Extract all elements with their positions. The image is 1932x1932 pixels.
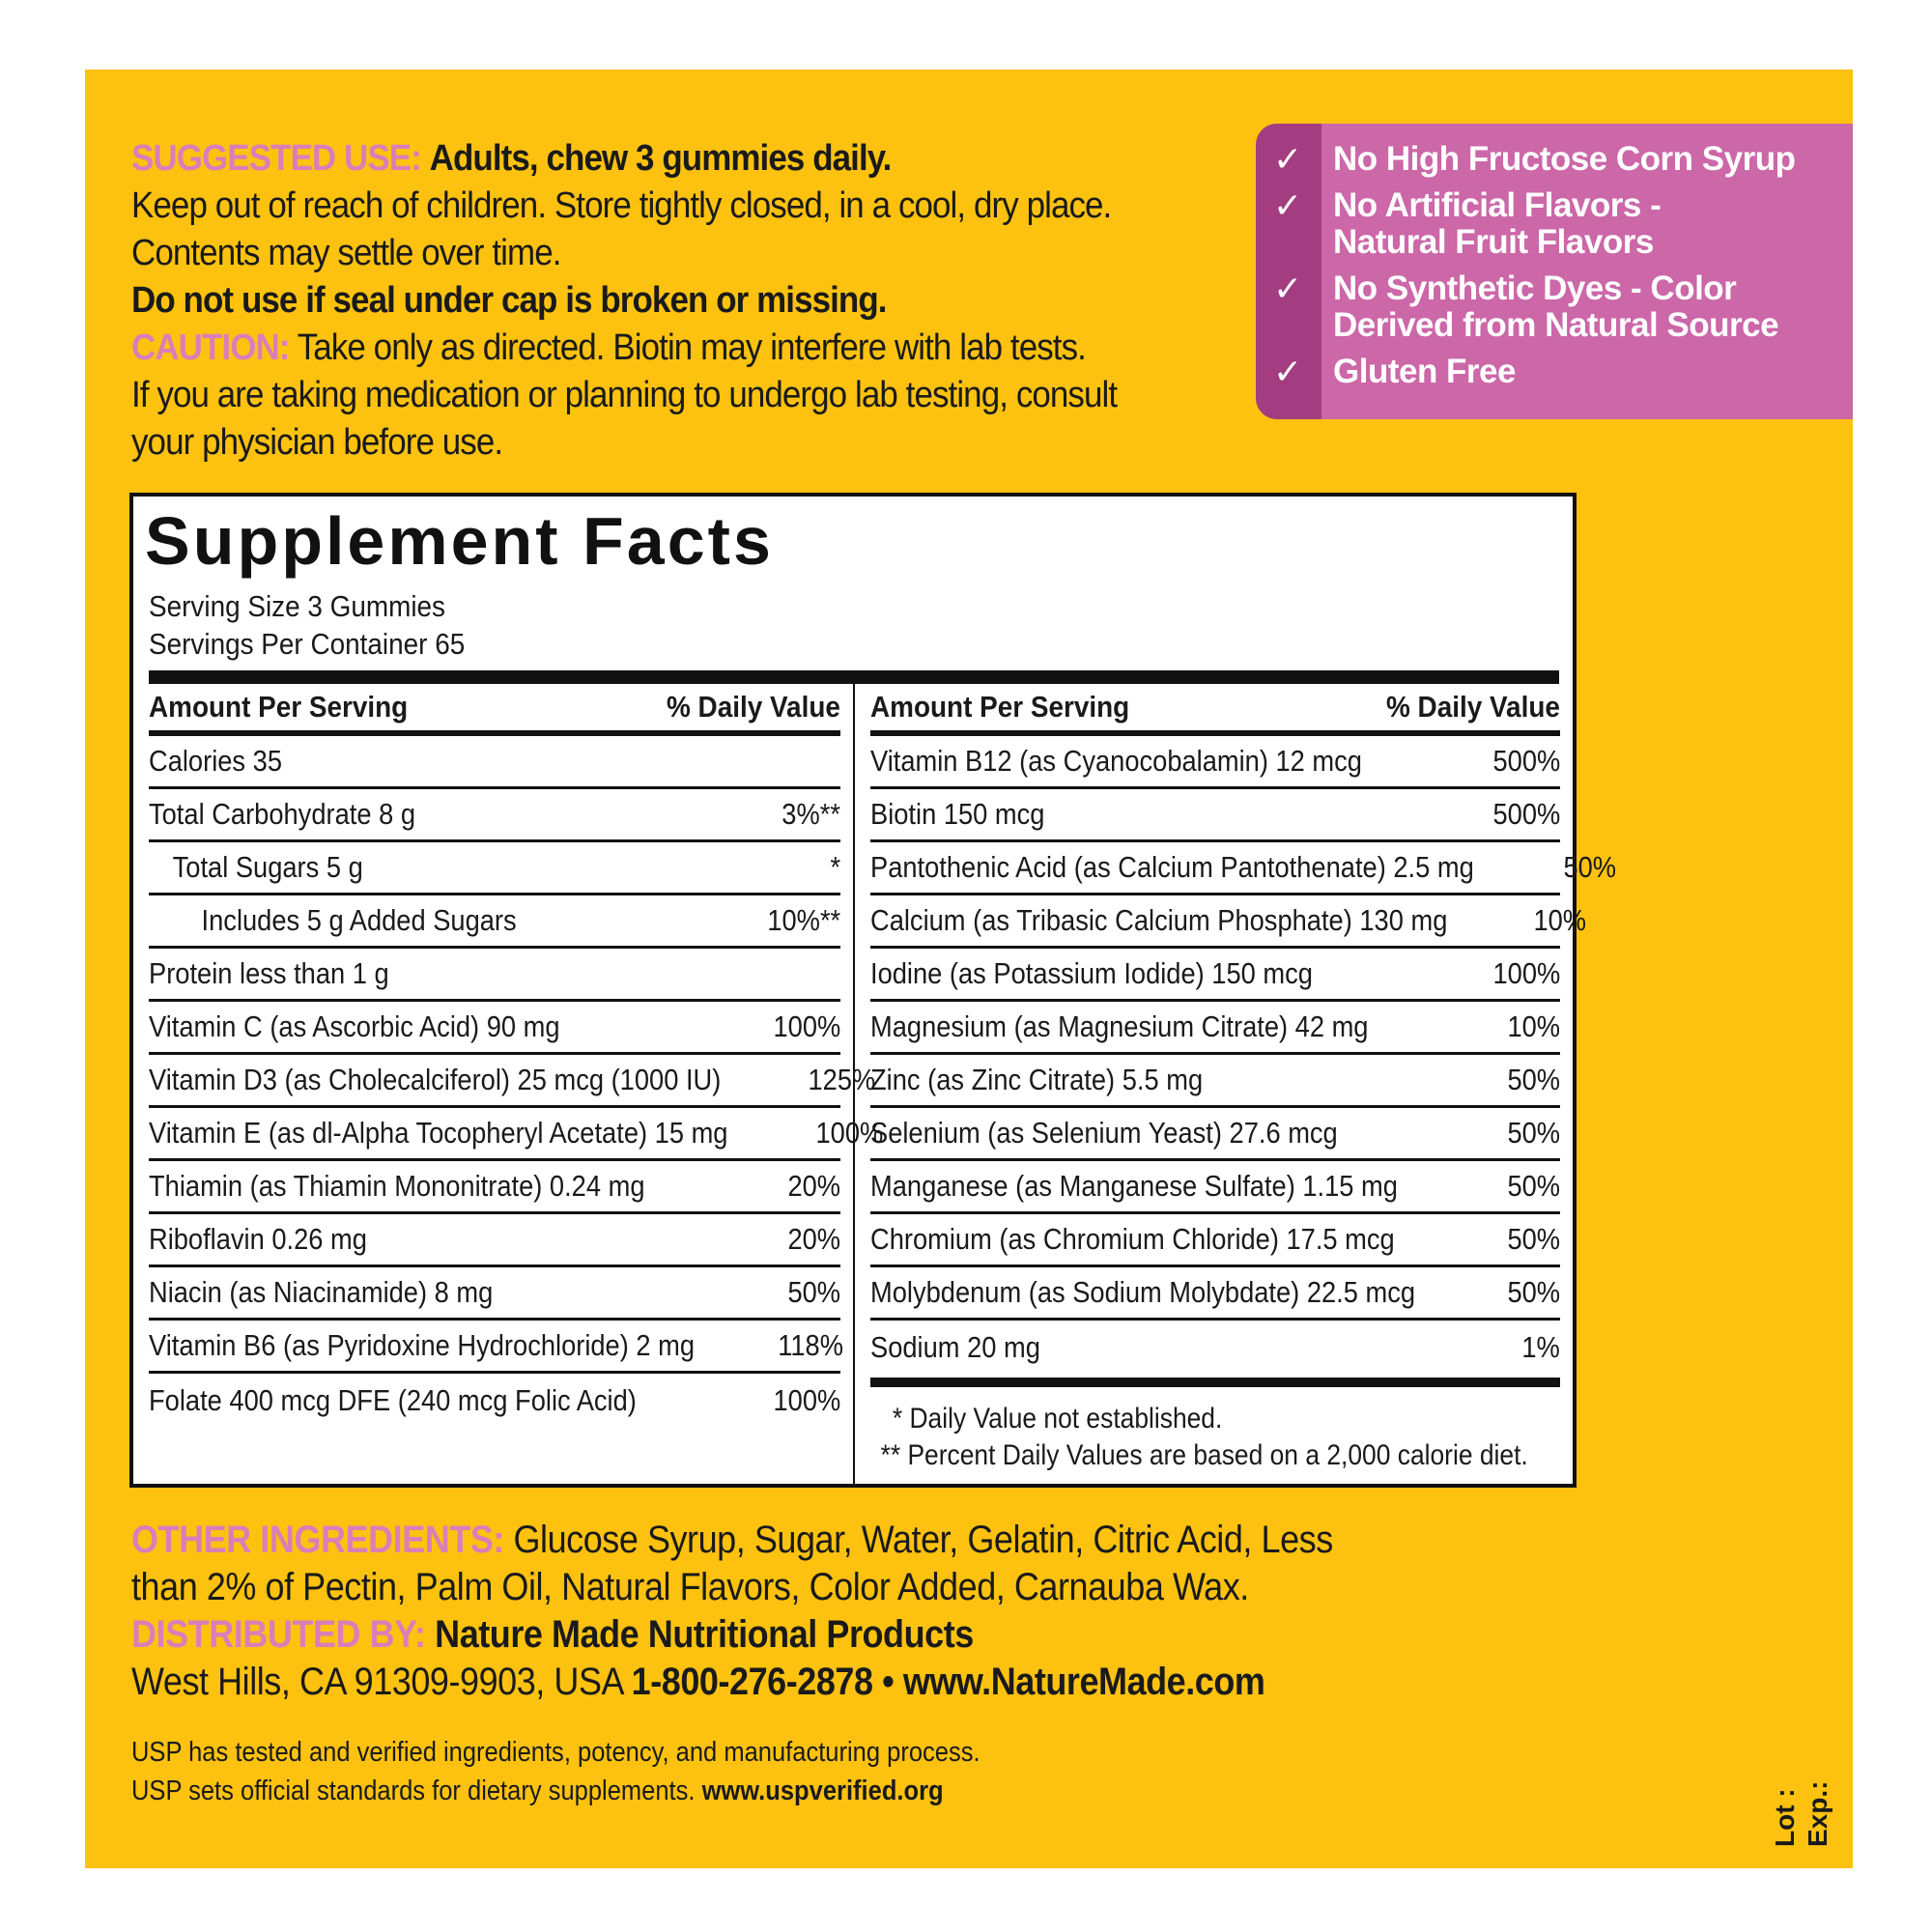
nutrient-name: Total Sugars 5 g: [172, 850, 363, 884]
nutrient-name: Zinc (as Zinc Citrate) 5.5 mg: [870, 1063, 1204, 1096]
nutrient-name: Magnesium (as Magnesium Citrate) 42 mg: [870, 1009, 1369, 1043]
table-row: [870, 789, 1560, 842]
table-row: [870, 1267, 1560, 1321]
daily-value: 20%: [787, 1222, 840, 1256]
serving-info: [149, 587, 465, 663]
facts-right-column: [870, 684, 1617, 1474]
usp-url: www.uspverified.org: [701, 1776, 944, 1806]
table-row: [149, 1108, 884, 1161]
table-row: [870, 895, 1586, 949]
badge-item-label: No Artificial Flavors -: [1333, 186, 1662, 224]
usage-section: [131, 135, 1198, 467]
header-amount: Amount Per Serving: [870, 690, 1130, 724]
exp-label: Exp.:: [1803, 1780, 1833, 1847]
table-row: [149, 1161, 840, 1214]
nutrient-name: Includes 5 g Added Sugars: [201, 903, 517, 937]
daily-value: 50%: [1507, 1169, 1560, 1203]
nutrient-name: Selenium (as Selenium Yeast) 27.6 mcg: [870, 1116, 1338, 1150]
footnotes: [870, 1387, 1528, 1474]
facts-title: Supplement Facts: [145, 503, 774, 579]
nutrient-name: Riboflavin 0.26 mg: [149, 1222, 367, 1256]
other-ingredients-label: OTHER INGREDIENTS:: [131, 1519, 504, 1561]
badge-item-label: No High Fructose Corn Syrup: [1333, 140, 1796, 178]
suggested-use-label: SUGGESTED USE:: [131, 138, 421, 179]
nutrient-name: Vitamin D3 (as Cholecalciferol) 25 mcg (1000 IU): [149, 1063, 722, 1096]
table-row: [870, 1321, 1560, 1374]
badge-item-label: No Synthetic Dyes - Color: [1333, 270, 1737, 307]
free-from-badge: [1256, 124, 1853, 419]
serving-size: Serving Size 3 Gummies: [149, 589, 446, 623]
nutrient-name: Chromium (as Chromium Chloride) 17.5 mcg: [870, 1222, 1395, 1256]
daily-value: 1%: [1521, 1329, 1560, 1364]
storage-text: Keep out of reach of children. Store tightly closed, in a cool, dry place.: [131, 185, 1112, 226]
nutrient-name: Total Carbohydrate 8 g: [149, 797, 416, 831]
caution-line3: your physician before use.: [131, 422, 503, 463]
header-dv: % Daily Value: [1386, 690, 1560, 724]
company-name: Nature Made Nutritional Products: [435, 1613, 974, 1656]
nutrient-name: Folate 400 mcg DFE (240 mcg Folic Acid): [149, 1382, 637, 1417]
daily-value: 50%: [1507, 1063, 1560, 1096]
ingredients-line2: than 2% of Pectin, Palm Oil, Natural Flavors, Color Added, Carnauba Wax.: [131, 1566, 1249, 1608]
table-row: [149, 895, 840, 949]
daily-value: 118%: [778, 1328, 844, 1362]
nutrient-name: Vitamin E (as dl-Alpha Tocopheryl Acetate) 15 mg: [149, 1116, 728, 1150]
daily-value: 500%: [1492, 744, 1560, 778]
nutrient-name: Iodine (as Potassium Iodide) 150 mcg: [870, 956, 1313, 990]
daily-value: 10%: [1507, 1009, 1560, 1043]
table-row: [870, 842, 1617, 895]
daily-value: 50%: [787, 1275, 840, 1309]
check-icon: ✓: [1273, 185, 1303, 225]
daily-value: 50%: [1507, 1116, 1560, 1150]
daily-value: 100%: [815, 1116, 884, 1150]
daily-value: *: [830, 850, 840, 884]
daily-value: 100%: [1492, 956, 1560, 990]
table-row: [870, 1161, 1560, 1214]
check-icon: ✓: [1273, 139, 1303, 179]
daily-value: 10%: [1533, 903, 1586, 937]
divider-thick: [870, 1378, 1560, 1387]
ingredients-line1: Glucose Syrup, Sugar, Water, Gelatin, Citric Acid, Less: [513, 1519, 1333, 1561]
dose-text: Adults, chew 3 gummies daily.: [429, 138, 892, 179]
table-row: [149, 1002, 840, 1055]
table-row: [870, 1108, 1560, 1161]
nutrient-name: Vitamin C (as Ascorbic Acid) 90 mg: [149, 1009, 560, 1043]
caution-label: CAUTION:: [131, 327, 290, 368]
nutrient-name: Molybdenum (as Sodium Molybdate) 22.5 mcg: [870, 1275, 1416, 1309]
table-row: [149, 1374, 840, 1427]
daily-value: 100%: [773, 1382, 840, 1417]
daily-value: 50%: [1507, 1222, 1560, 1256]
settle-text: Contents may settle over time.: [131, 233, 561, 273]
daily-value: 125%: [808, 1063, 876, 1096]
facts-left-column: [149, 684, 884, 1427]
badge-item-label-2: Derived from Natural Source: [1333, 306, 1779, 344]
badge-item-label: Gluten Free: [1333, 353, 1516, 390]
check-icon: ✓: [1273, 352, 1303, 391]
table-row: [149, 842, 840, 895]
check-icon: ✓: [1273, 269, 1303, 308]
nutrient-name: Sodium 20 mg: [870, 1329, 1040, 1364]
nutrient-name: Calories 35: [149, 744, 282, 778]
usp-line2: USP sets official standards for dietary supplements.: [131, 1776, 696, 1806]
nutrient-name: Manganese (as Manganese Sulfate) 1.15 mg: [870, 1169, 1398, 1203]
lot-exp-area: [1770, 1770, 1837, 1847]
column-header: [870, 684, 1560, 736]
table-row: [870, 1002, 1560, 1055]
table-row: [870, 1214, 1560, 1267]
table-row: [149, 1055, 876, 1108]
table-row: [149, 1321, 844, 1374]
nutrient-name: Protein less than 1 g: [149, 956, 389, 990]
footnote-2: ** Percent Daily Values are based on a 2,000 calorie diet.: [880, 1439, 1528, 1471]
nutrient-name: Niacin (as Niacinamide) 8 mg: [149, 1275, 494, 1309]
table-row: [149, 736, 840, 789]
address: West Hills, CA 91309-9903, USA: [131, 1661, 623, 1703]
divider-thick: [149, 670, 1559, 684]
daily-value: 500%: [1492, 797, 1560, 831]
nutrient-name: Thiamin (as Thiamin Mononitrate) 0.24 mg: [149, 1169, 645, 1203]
table-row: [149, 1267, 840, 1321]
table-row: [149, 1214, 840, 1267]
usp-statement: [131, 1733, 980, 1810]
header-amount: Amount Per Serving: [149, 690, 409, 724]
nutrient-name: Pantothenic Acid (as Calcium Pantothenate) 2.5 mg: [870, 850, 1474, 884]
column-header: [149, 684, 840, 736]
header-dv: % Daily Value: [667, 690, 840, 724]
footnote-1: * Daily Value not established.: [892, 1403, 1223, 1435]
caution-line2: If you are taking medication or planning to undergo lab testing, consult: [131, 375, 1118, 415]
supplement-facts-table: [129, 493, 1617, 1488]
nutrient-name: Vitamin B6 (as Pyridoxine Hydrochloride) 2 mg: [149, 1328, 696, 1362]
badge-item-label-2: Natural Fruit Flavors: [1333, 223, 1654, 261]
caution-line1: Take only as directed. Biotin may interfere with lab tests.: [297, 327, 1086, 368]
table-row: [149, 949, 840, 1002]
daily-value: 50%: [1563, 850, 1617, 884]
phone-web: 1-800-276-2878 • www.NatureMade.com: [631, 1661, 1265, 1703]
nutrient-name: Vitamin B12 (as Cyanocobalamin) 12 mcg: [870, 744, 1362, 778]
daily-value: 20%: [787, 1169, 840, 1203]
label-panel: [85, 70, 1853, 1868]
daily-value: 50%: [1507, 1275, 1560, 1309]
ingredients-section: [131, 1517, 1435, 1706]
table-row: [870, 949, 1560, 1002]
distributed-by-label: DISTRIBUTED BY:: [131, 1613, 426, 1656]
table-row: [149, 789, 840, 842]
table-row: [870, 1055, 1560, 1108]
table-row: [870, 736, 1560, 789]
nutrient-name: Calcium (as Tribasic Calcium Phosphate) 130 mg: [870, 903, 1448, 937]
seal-warning: Do not use if seal under cap is broken or missing.: [131, 280, 887, 321]
nutrient-name: Biotin 150 mcg: [870, 797, 1045, 831]
daily-value: 100%: [773, 1009, 840, 1043]
lot-label: Lot :: [1770, 1788, 1800, 1847]
daily-value: 3%**: [781, 797, 840, 831]
servings-per-container: Servings Per Container 65: [149, 627, 466, 661]
daily-value: 10%**: [767, 903, 840, 937]
usp-line1: USP has tested and verified ingredients, potency, and manufacturing process.: [131, 1737, 980, 1768]
